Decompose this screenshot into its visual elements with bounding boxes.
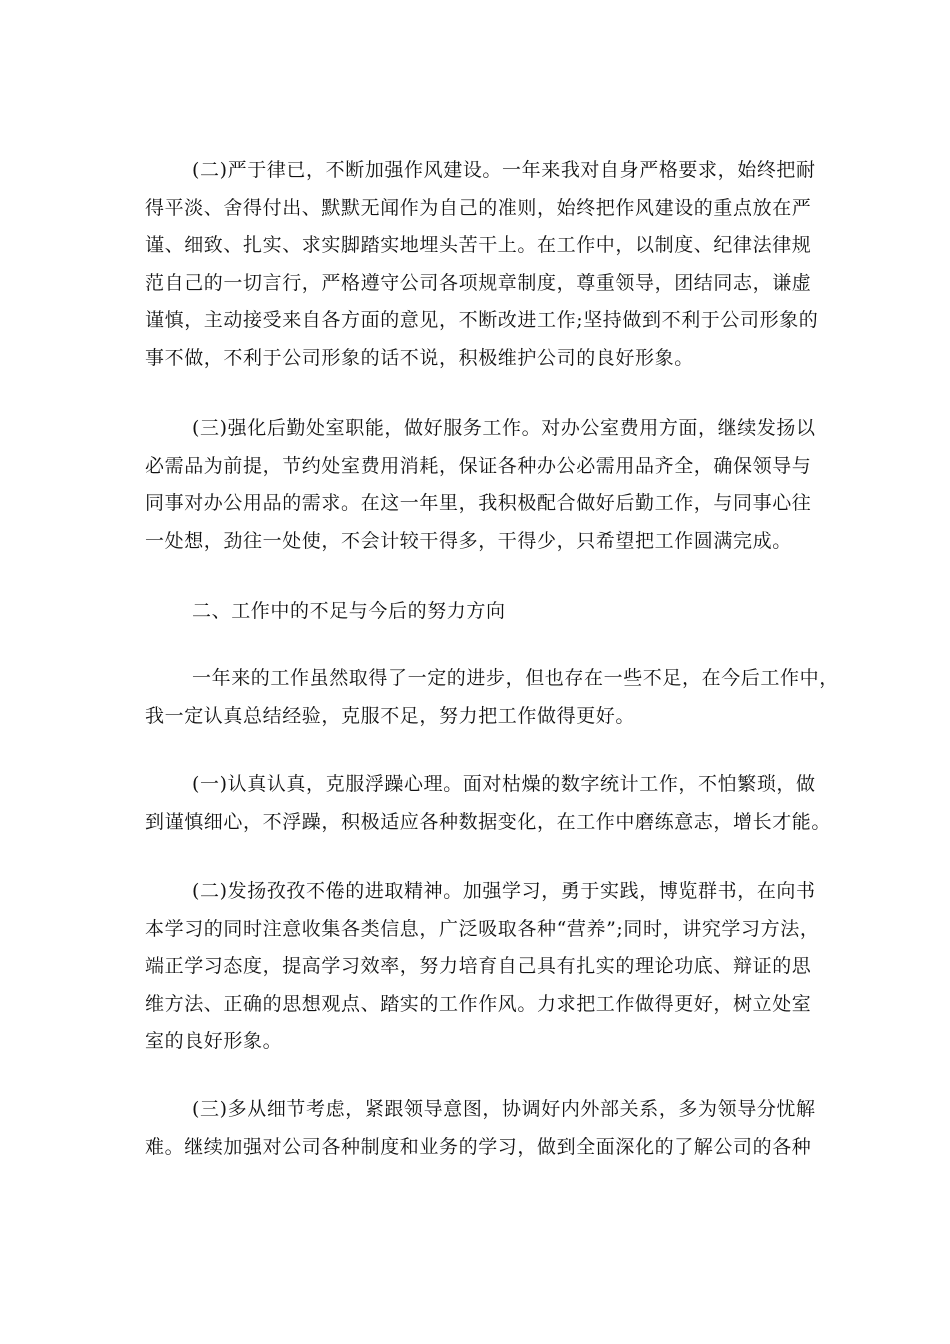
text-line: 维方法、正确的思想观点、踏实的工作作风。力求把工作做得更好，树立处室 <box>145 992 812 1015</box>
text-line: 本学习的同时注意收集各类信息，广泛吸取各种“营养”;同时，讲究学习方法， <box>145 917 820 940</box>
text-line: 到谨慎细心，不浮躁，积极适应各种数据变化，在工作中磨练意志，增长才能。 <box>145 810 832 833</box>
text-line: (三)强化后勤处室职能，做好服务工作。对办公室费用方面，继续发扬以 <box>192 417 816 439</box>
text-line: 谨、细致、扎实、求实脚踏实地埋头苦干上。在工作中，以制度、纪律法律规 <box>145 234 812 256</box>
text-line: (一)认真认真，克服浮躁心理。面对枯燥的数字统计工作，不怕繁琐，做 <box>192 773 816 795</box>
text-line: 得平淡、舍得付出、默默无闻作为自己的准则，始终把作风建设的重点放在严 <box>145 196 812 219</box>
text-line: 一年来的工作虽然取得了一定的进步，但也存在一些不足，在今后工作中， <box>192 667 839 689</box>
text-line: 同事对办公用品的需求。在这一年里，我积极配合做好后勤工作，与同事心往 <box>145 492 812 514</box>
text-line: 谨慎，主动接受来自各方面的意见，不断改进工作;坚持做到不利于公司形象的 <box>145 309 819 331</box>
paragraph-careful <box>145 766 832 841</box>
text-line: 我一定认真总结经验，克服不足，努力把工作做得更好。 <box>145 704 636 727</box>
paragraph-work-style <box>145 152 825 377</box>
text-line: (二)发扬孜孜不倦的进取精神。加强学习，勇于实践，博览群书，在向书 <box>192 880 816 902</box>
text-line: 难。继续加强对公司各种制度和业务的学习，做到全面深化的了解公司的各种 <box>145 1135 812 1158</box>
paragraph-details <box>145 1091 825 1166</box>
section-heading: 二、工作中的不足与今后的努力方向 <box>192 600 506 622</box>
paragraph-learning <box>145 873 825 1061</box>
text-line: 端正学习态度，提高学习效率，努力培育自己具有扎实的理论功底、辩证的思 <box>145 955 812 977</box>
paragraph-summary <box>145 660 839 735</box>
text-line: 必需品为前提，节约处室费用消耗，保证各种办公必需用品齐全，确保领导与 <box>145 454 812 477</box>
text-line: 室的良好形象。 <box>145 1030 283 1052</box>
text-line: 一处想，劲往一处使，不会计较干得多，干得少，只希望把工作圆满完成。 <box>145 529 792 552</box>
text-line: 范自己的一切言行，严格遵守公司各项规章制度，尊重领导，团结同志，谦虚 <box>145 271 812 294</box>
text-line: (三)多从细节考虑，紧跟领导意图，协调好内外部关系，多为领导分忧解 <box>192 1098 816 1120</box>
text-line: (二)严于律已，不断加强作风建设。一年来我对自身严格要求，始终把耐 <box>192 159 816 181</box>
paragraph-logistics <box>145 410 825 560</box>
text-line: 事不做，不利于公司形象的话不说，积极维护公司的良好形象。 <box>145 346 694 369</box>
